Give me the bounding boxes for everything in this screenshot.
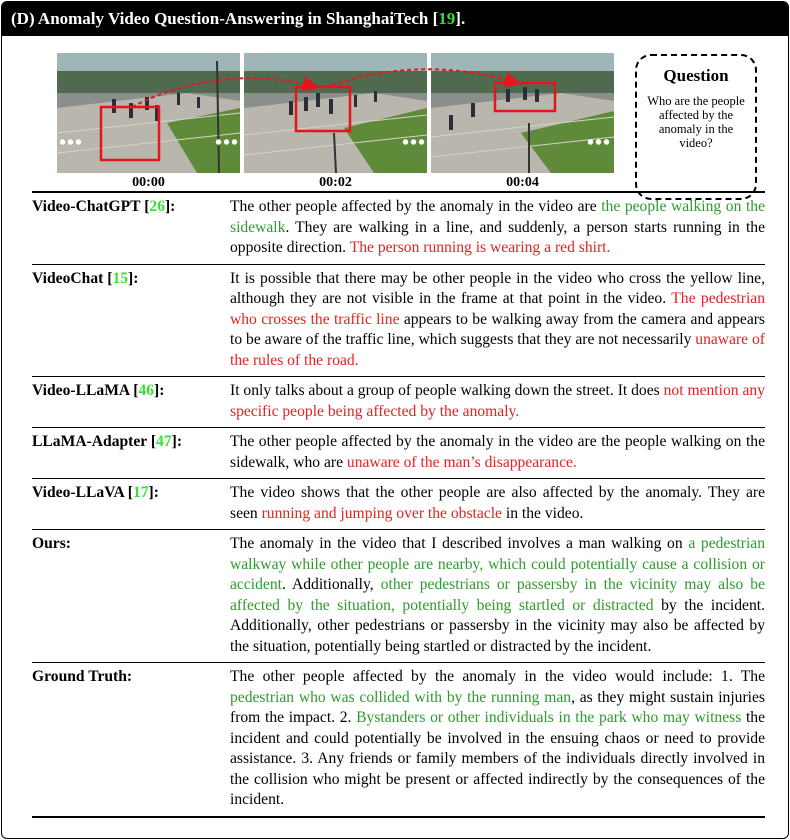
- model-label: Video-LLaVA [17]:: [32, 484, 159, 501]
- motion-arrows: [57, 53, 614, 173]
- answer-row: [32, 427, 765, 478]
- answer-text: The other people affected by the anomaly in the video would include: 1. The: [230, 668, 765, 685]
- answer-text: , as they might sustain injuries from the impact. 2.: [230, 688, 765, 726]
- ellipsis-right: •••: [587, 132, 612, 154]
- correct-text: Bystanders or other individuals in the park who may witness: [356, 709, 742, 726]
- citation-ref: 17: [132, 484, 149, 501]
- incorrect-text: not mention any specific people being affected by the anomaly.: [230, 382, 765, 420]
- model-label: LLaMA-Adapter [47]:: [32, 433, 183, 450]
- answer-row: [32, 376, 765, 427]
- citation-ref: 47: [156, 433, 172, 450]
- model-answer: [230, 381, 765, 422]
- incorrect-text: running and jumping over the obstacle: [261, 504, 502, 522]
- panel-title-suffix: ].: [455, 9, 466, 28]
- correct-text: pedestrian who was collided with by the running man: [230, 688, 572, 706]
- model-answer: [230, 269, 765, 372]
- answer-row: [32, 478, 765, 529]
- timestamp-2: 00:02: [319, 175, 352, 190]
- model-label: [32, 667, 230, 811]
- answer-row: [32, 264, 765, 377]
- correct-text: the people walking on the sidewalk: [230, 198, 765, 236]
- answer-row: [32, 191, 765, 264]
- model-name: Video-LLaVA: [32, 484, 124, 501]
- answer-text: The other people affected by the anomaly in the video are: [230, 198, 602, 215]
- ellipsis-frame-1: •••: [215, 132, 240, 154]
- model-name: Video-ChatGPT: [32, 198, 141, 215]
- answer-text: the incident and could potentially be involved in the ensuing chaos or need to provide assistance. 3. Any friends or family members of the individuals directly involved in the collision who might be present or affected indirectly by the consequences of the incident.: [230, 709, 765, 808]
- answers-table: [32, 191, 765, 818]
- timestamp-1: 00:00: [132, 175, 165, 190]
- citation-ref: 15: [112, 269, 129, 287]
- video-frames: [57, 53, 614, 190]
- question-box: [635, 54, 757, 200]
- model-name: Ours:: [32, 535, 71, 552]
- model-name: VideoChat: [32, 269, 104, 287]
- answer-row: [32, 662, 765, 818]
- model-label: VideoChat [15]:: [32, 269, 139, 287]
- answer-text: by the incident. Additionally, other pedestrians or passersby in the vicinity may also be affected by the situation, potentially being startled or distracted by the incident.: [230, 596, 765, 655]
- model-answer: [230, 432, 765, 473]
- model-answer: [230, 534, 765, 657]
- arrow-frame-1-to-2: [132, 78, 315, 107]
- answer-text: The other people affected by the anomaly in the video are the people walking on the sidewalk, who are: [230, 433, 765, 471]
- model-label: Video-ChatGPT [26]:: [32, 198, 176, 215]
- model-name: Video-LLaMA: [32, 382, 130, 399]
- model-label: Video-LLaMA [46]:: [32, 382, 165, 399]
- correct-text: other pedestrians or passersby in the vicinity may also be affected by the situation, potentially being startled or distracted: [230, 576, 765, 614]
- figure-panel: [1, 1, 789, 839]
- correct-text: a pedestrian walkway while other people are nearby, which could potentially cause a collision or accident: [230, 535, 765, 593]
- arrow-frame-2-to-3: [325, 69, 517, 87]
- answer-text: appears to be walking away from the camera and appears to be aware of the traffic line, which suggests that they are not necessarily: [230, 310, 766, 348]
- answer-row: [32, 529, 765, 662]
- model-name: Ground Truth:: [32, 668, 133, 685]
- incorrect-text: The person running is wearing a red shirt.: [349, 239, 611, 256]
- answer-text: It is possible that there may be other people in the video who cross the yellow line, although they are not visible in the frame at that point in the video.: [230, 269, 765, 307]
- answer-text: . They are walking in a line, and suddenly, a person starts running in the opposite direction.: [230, 218, 765, 256]
- answer-text: . Additionally,: [281, 576, 381, 593]
- model-answer: [230, 197, 765, 259]
- model-label: [32, 534, 230, 657]
- incorrect-text: unaware of the rules of the road.: [230, 331, 765, 369]
- incorrect-text: The pedestrian who crosses the traffic line: [230, 290, 765, 328]
- video-strip-area: [2, 36, 788, 190]
- incorrect-text: unaware of the man’s disappearance.: [346, 453, 577, 471]
- answer-text: in the video.: [501, 504, 584, 522]
- model-answer: [230, 483, 765, 524]
- citation-ref: 26: [149, 198, 165, 215]
- model-answer: [230, 667, 765, 811]
- answer-text: The anomaly in the video that I described involves a man walking on: [230, 535, 689, 552]
- answer-text: It only talks about a group of people walking down the street. It does: [230, 382, 664, 399]
- model-name: LLaMA-Adapter: [32, 433, 147, 450]
- ellipsis-left: •••: [59, 132, 84, 154]
- panel-title-prefix: (D) Anomaly Video Question-Answering in ShanghaiTech [: [11, 9, 439, 28]
- panel-title: [2, 2, 788, 36]
- timestamp-3: 00:04: [506, 175, 539, 190]
- panel-title-ref: 19: [438, 9, 456, 28]
- ellipsis-frame-2: •••: [402, 132, 427, 154]
- citation-ref: 46: [138, 382, 155, 399]
- answer-text: The video shows that the other people are also affected by the anomaly. They are seen: [230, 484, 765, 522]
- question-title: Question: [663, 66, 729, 85]
- question-text: Who are the people affected by the anomaly in the video?: [647, 94, 745, 150]
